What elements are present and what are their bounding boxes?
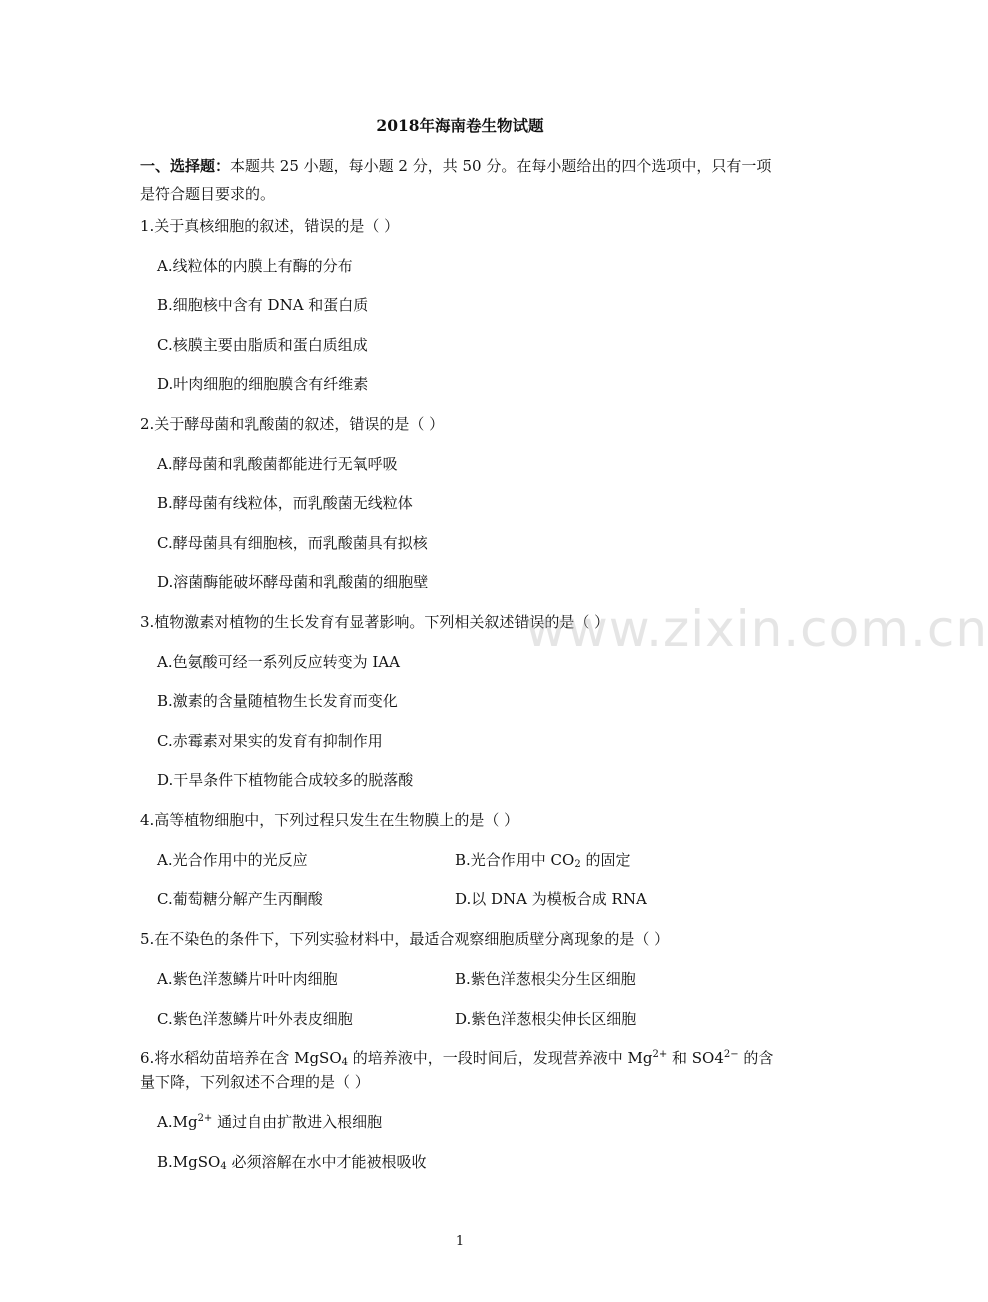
question-stem: 6.将水稻幼苗培养在含 MgSO$_4$ 的培养液中，一段时间后，发现营养液中 $Mg^{2+}$ 和 $SO4^{2-}$ 的含量下降，下列叙述不合理的是（ ） bbox=[140, 1049, 774, 1091]
option: C.赤霉素对果实的发育有抑制作用 bbox=[157, 732, 383, 750]
option: D.紫色洋葱根尖伸长区细胞 bbox=[455, 1010, 637, 1028]
option: B.紫色洋葱根尖分生区细胞 bbox=[455, 970, 636, 988]
option: C.核膜主要由脂质和蛋白质组成 bbox=[157, 336, 368, 354]
option: B.光合作用中 $CO_2$ 的固定 bbox=[455, 851, 631, 870]
option: $A.Mg^{2+}$ 通过自由扩散进入根细胞 bbox=[157, 1113, 383, 1131]
question-stem: 3.植物激素对植物的生长发育有显著影响。下列相关叙述错误的是（ ） bbox=[140, 613, 610, 631]
option: B.酵母菌有线粒体，而乳酸菌无线粒体 bbox=[157, 494, 413, 512]
option: C.酵母菌具有细胞核，而乳酸菌具有拟核 bbox=[157, 534, 428, 552]
section-text: 本题共 25 小题，每小题 2 分，共 50 分。在每小题给出的四个选项中，只有一项是符合题目要求的。 bbox=[140, 157, 772, 203]
option: B.细胞核中含有 DNA 和蛋白质 bbox=[157, 296, 369, 314]
watermark: www.zixin.com.cn bbox=[525, 600, 988, 658]
option: C.葡萄糖分解产生丙酮酸 bbox=[157, 890, 323, 908]
page-title: 2018年海南卷生物试题 bbox=[376, 116, 544, 135]
option: B.MgSO$_4$ 必须溶解在水中才能被根吸收 bbox=[157, 1153, 427, 1172]
question-stem: 4.高等植物细胞中，下列过程只发生在生物膜上的是（ ） bbox=[140, 811, 520, 829]
option: D.溶菌酶能破坏酵母菌和乳酸菌的细胞壁 bbox=[157, 573, 429, 591]
option: D.以 DNA 为模板合成 RNA bbox=[455, 890, 647, 908]
question-stem: 1.关于真核细胞的叙述，错误的是（ ） bbox=[140, 217, 400, 235]
option: A.色氨酸可经一系列反应转变为 IAA bbox=[157, 653, 400, 671]
option: D.叶肉细胞的细胞膜含有纤维素 bbox=[157, 375, 369, 393]
section-heading: 一、选择题： bbox=[140, 157, 231, 175]
option: A.光合作用中的光反应 bbox=[157, 851, 308, 869]
option: B.激素的含量随植物生长发育而变化 bbox=[157, 692, 398, 710]
option: C.紫色洋葱鳞片叶外表皮细胞 bbox=[157, 1010, 353, 1028]
option: A.酵母菌和乳酸菌都能进行无氧呼吸 bbox=[157, 455, 398, 473]
question-stem: 2.关于酵母菌和乳酸菌的叙述，错误的是（ ） bbox=[140, 415, 445, 433]
option: D.干旱条件下植物能合成较多的脱落酸 bbox=[157, 771, 414, 789]
question-stem: 5.在不染色的条件下，下列实验材料中，最适合观察细胞质壁分离现象的是（ ） bbox=[140, 930, 670, 948]
section-instructions bbox=[140, 152, 780, 208]
option: A.紫色洋葱鳞片叶叶肉细胞 bbox=[157, 970, 338, 988]
page-number: 1 bbox=[455, 1234, 465, 1249]
option: A.线粒体的内膜上有酶的分布 bbox=[157, 257, 353, 275]
